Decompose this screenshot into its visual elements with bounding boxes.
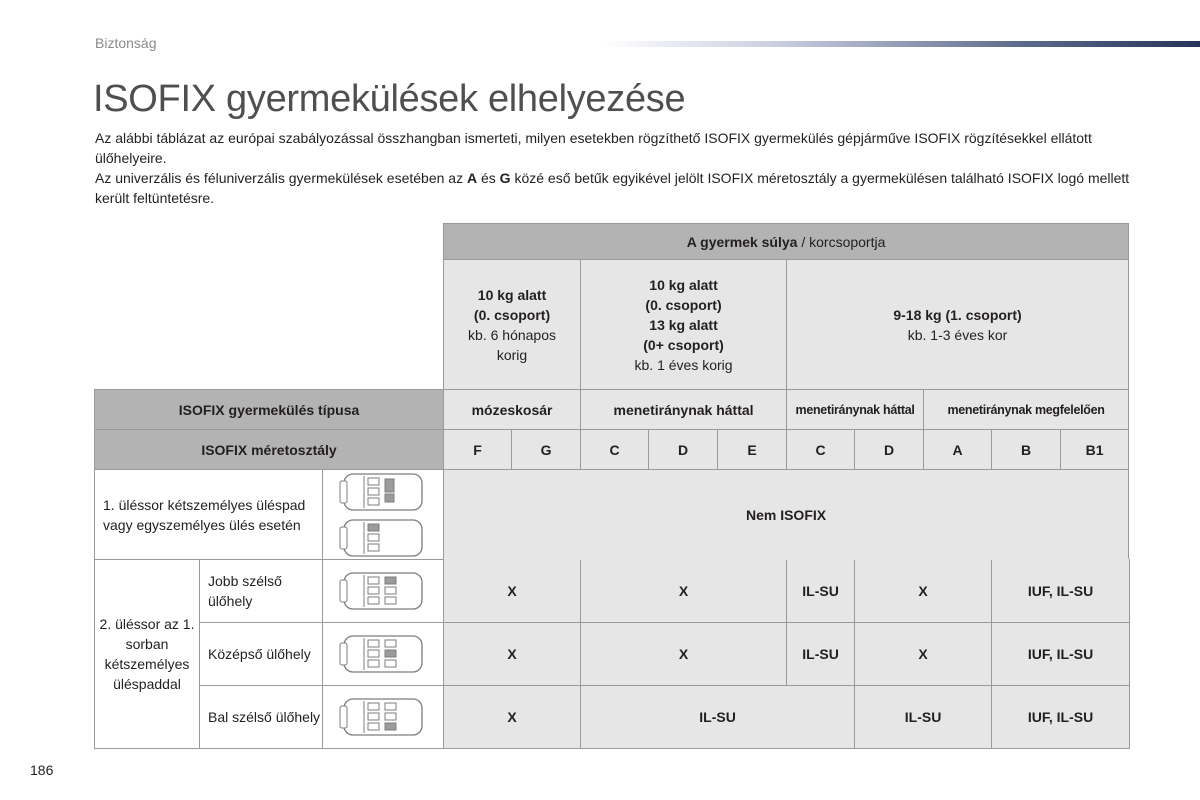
page-number: 186 xyxy=(30,762,54,778)
size-class-cell: A xyxy=(924,430,992,470)
car-top-view-icon xyxy=(338,570,428,612)
type-rearward-0plus: menetiránynak háttal xyxy=(581,390,787,430)
value-cell: X xyxy=(444,560,581,623)
row1-label-text: 1. üléssor kétszemélyes üléspad vagy egyszemélyes ülés esetén xyxy=(103,496,306,533)
value-cell: X xyxy=(855,623,992,686)
seat-label-text: Bal szélső ülőhely xyxy=(208,709,321,725)
value-cell: X xyxy=(444,623,581,686)
weight-group-0plus-rearward xyxy=(581,260,787,390)
size-class-cell: D xyxy=(649,430,718,470)
group-weight: 9-18 kg (1. csoport) xyxy=(893,306,1022,323)
group-name: (0. csoport) xyxy=(645,296,722,313)
value-cell: X xyxy=(581,560,787,623)
weight-group-1 xyxy=(787,260,1129,390)
seat-diagram-middle xyxy=(323,623,444,686)
size-class-cell: F xyxy=(444,430,512,470)
intro-paragraph-2 xyxy=(95,168,1135,208)
car-top-view-icon xyxy=(338,696,428,738)
size-class-cell: E xyxy=(718,430,787,470)
intro-text-fragment: Az univerzális és féluniverzális gyermekülések esetében az xyxy=(95,170,467,186)
size-class-cell: G xyxy=(512,430,581,470)
group-name: (0. csoport) xyxy=(473,306,551,323)
value-cell: IL-SU xyxy=(787,623,855,686)
size-class-cell: C xyxy=(581,430,649,470)
seat-label-right xyxy=(200,560,323,623)
table-corner-blank xyxy=(95,260,444,390)
section-label: Biztonság xyxy=(95,35,157,51)
value-cell: IL-SU xyxy=(787,560,855,623)
type-carrycot: mózeskosár xyxy=(444,390,581,430)
size-class-cell: B xyxy=(992,430,1061,470)
type-rearward-1: menetiránynak háttal xyxy=(787,390,924,430)
child-weight-header xyxy=(444,224,1129,260)
value-cell: X xyxy=(855,560,992,623)
value-cell: IUF, IL-SU xyxy=(992,560,1130,623)
value-cell: IL-SU xyxy=(855,686,992,749)
row1-label xyxy=(95,470,323,560)
car-top-view-icon xyxy=(338,517,428,559)
group-age: kb. 1 éves korig xyxy=(634,356,733,373)
value-cell: IUF, IL-SU xyxy=(992,686,1130,749)
row1-value: Nem ISOFIX xyxy=(444,470,1129,560)
group-age: kb. 6 hónapos xyxy=(468,326,557,343)
seat-diagram-right xyxy=(323,560,444,623)
seat-label-text: Jobb szélső ülőhely xyxy=(208,573,282,609)
row2-label-text: 2. üléssor az 1. sorban kétszemélyes üléspaddal xyxy=(99,616,195,692)
size-class-letter-a: A xyxy=(466,170,478,186)
type-forward-1: menetiránynak megfelelően xyxy=(924,390,1129,430)
header-gradient-bar xyxy=(600,41,1200,47)
page-title: ISOFIX gyermekülések elhelyezése xyxy=(93,78,686,120)
car-top-view-icon xyxy=(338,471,428,513)
value-cell: IL-SU xyxy=(581,686,855,749)
group-weight: 10 kg alatt xyxy=(477,286,547,303)
car-top-view-icon xyxy=(338,633,428,675)
intro-paragraph-1: Az alábbi táblázat az európai szabályozással összhangban ismerteti, milyen esetekben rögzíthető ISOFIX gyermekülés gépjárműve ISOFIX rögzítésekkel ellátott ülőhelyeire. xyxy=(95,130,1092,166)
row1-seat-diagrams xyxy=(323,470,444,560)
weight-group-0-carrycot xyxy=(444,260,581,390)
group-weight: 10 kg alatt xyxy=(649,276,718,293)
seat-label-text: Középső ülőhely xyxy=(208,646,311,662)
isofix-type-label: ISOFIX gyermekülés típusa xyxy=(95,390,444,430)
intro-text-fragment: és xyxy=(477,170,500,186)
group-name: (0+ csoport) xyxy=(643,336,724,353)
value-cell: IUF, IL-SU xyxy=(992,623,1130,686)
group-age: korig xyxy=(496,346,528,363)
isofix-table xyxy=(94,223,1130,749)
size-class-cell: C xyxy=(787,430,855,470)
value-cell: X xyxy=(444,686,581,749)
isofix-size-class-label: ISOFIX méretosztály xyxy=(95,430,444,470)
size-class-cell: D xyxy=(855,430,924,470)
seat-label-left xyxy=(200,686,323,749)
intro-text-fragment: közé eső betűk egyikével jelölt ISOFIX méretosztály a gyermekülésen található ISOFIX logó mellett került feltüntetésre. xyxy=(95,170,1130,206)
weight-header-rest: / korcsoportja xyxy=(797,233,886,250)
value-cell: X xyxy=(581,623,787,686)
size-class-letter-g: G xyxy=(499,170,511,186)
weight-header-bold: A gyermek súlya xyxy=(686,233,798,250)
row2-label xyxy=(95,560,200,749)
group-age: kb. 1-3 éves kor xyxy=(907,326,1008,343)
group-weight: 13 kg alatt xyxy=(649,316,718,333)
size-class-cell: B1 xyxy=(1061,430,1129,470)
intro-text xyxy=(95,128,1135,208)
table-corner-blank xyxy=(95,224,444,260)
seat-label-middle xyxy=(200,623,323,686)
seat-diagram-left xyxy=(323,686,444,749)
